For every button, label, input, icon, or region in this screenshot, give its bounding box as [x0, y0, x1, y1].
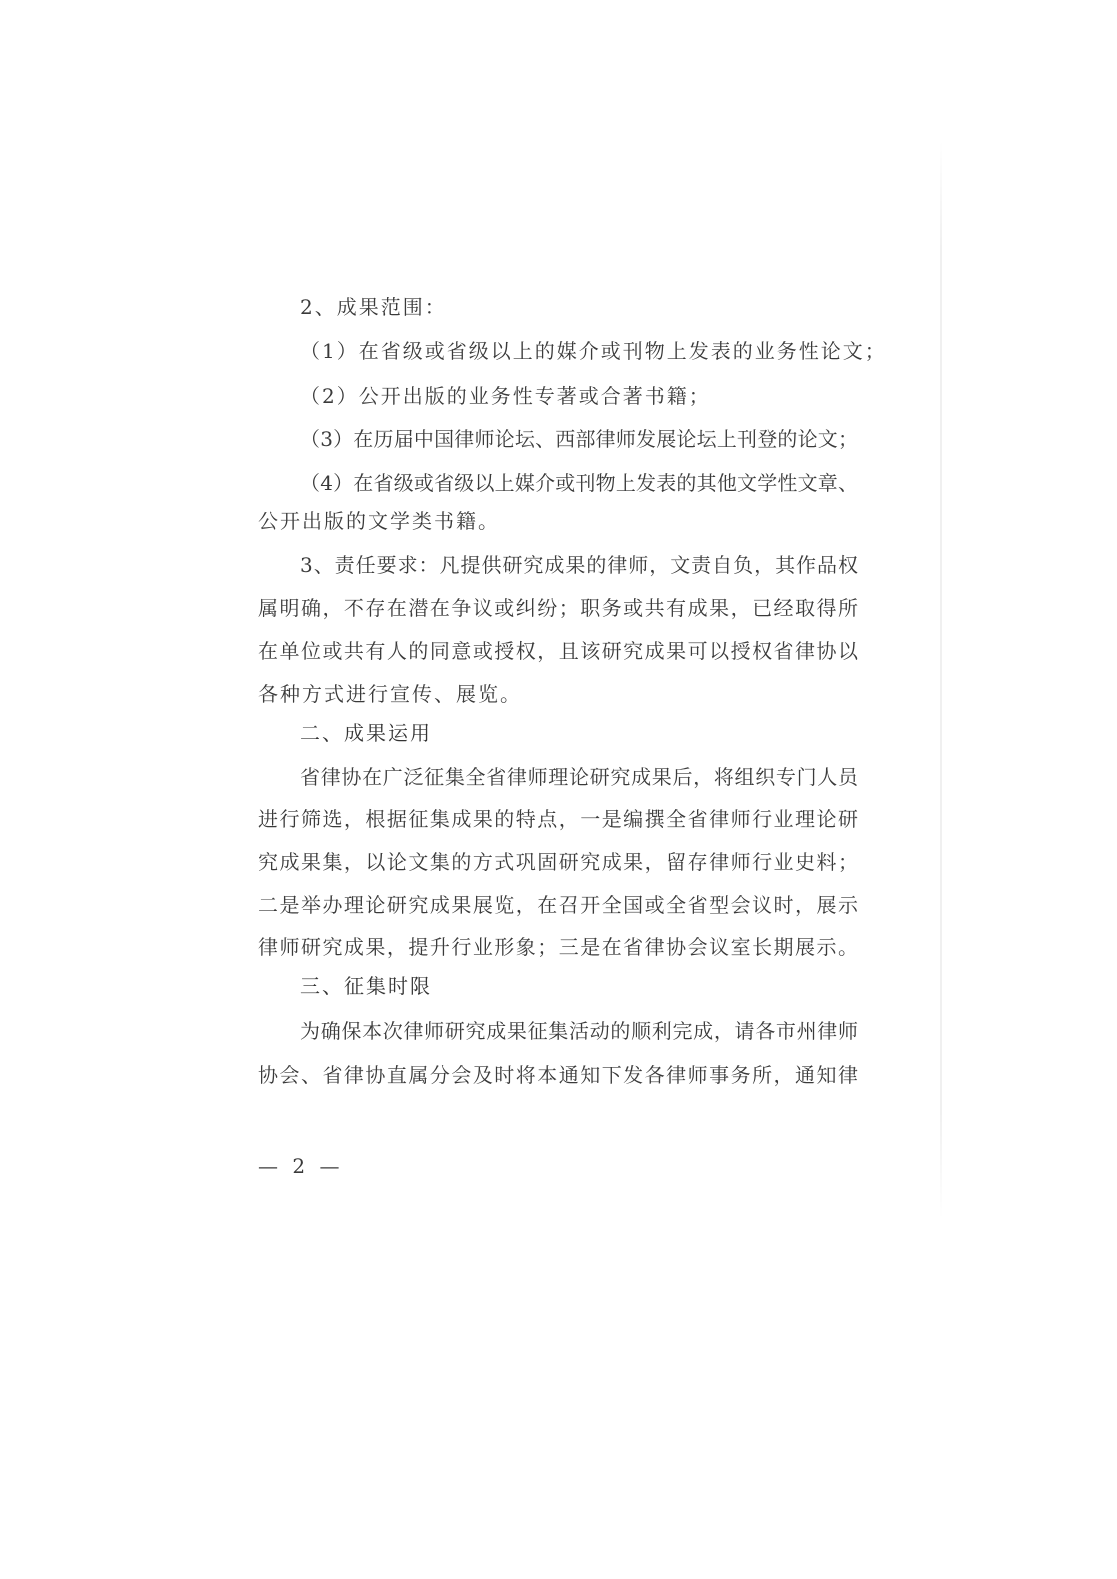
section-heading-collection-deadline: 三、征集时限 — [300, 974, 432, 998]
scope-item-3: （3）在历届中国律师论坛、西部律师发展论坛上刊登的论文； — [300, 427, 858, 451]
scope-item-1: （1）在省级或省级以上的媒介或刊物上发表的业务性论文； — [300, 339, 887, 363]
responsibility-line-3: 在单位或共有人的同意或授权，且该研究成果可以授权省律协以 — [258, 639, 858, 663]
deadline-line-1: 为确保本次律师研究成果征集活动的顺利完成，请各市州律师 — [300, 1019, 858, 1043]
responsibility-line-2: 属明确，不存在潜在争议或纠纷；职务或共有成果，已经取得所 — [258, 596, 858, 620]
deadline-line-2: 协会、省律协直属分会及时将本通知下发各律师事务所，通知律 — [258, 1063, 858, 1087]
page-number: — 2 — — [258, 1154, 344, 1178]
usage-line-2: 进行筛选，根据征集成果的特点，一是编撰全省律师行业理论研 — [258, 807, 858, 831]
section-heading-results-usage: 二、成果运用 — [300, 721, 432, 745]
usage-line-3: 究成果集，以论文集的方式巩固研究成果，留存律师行业史料； — [258, 850, 858, 874]
scope-item-4-line-1: （4）在省级或省级以上媒介或刊物上发表的其他文学性文章、 — [300, 471, 858, 495]
item-2-results-scope: 2、成果范围： — [300, 295, 447, 319]
usage-line-5: 律师研究成果，提升行业形象；三是在省律协会议室长期展示。 — [258, 935, 858, 959]
usage-line-4: 二是举办理论研究成果展览，在召开全国或全省型会议时，展示 — [258, 893, 858, 917]
responsibility-line-1: 3、责任要求：凡提供研究成果的律师，文责自负，其作品权 — [300, 553, 858, 577]
usage-line-1: 省律协在广泛征集全省律师理论研究成果后，将组织专门人员 — [300, 765, 858, 789]
scope-item-2: （2）公开出版的业务性专著或合著书籍； — [300, 384, 711, 408]
responsibility-line-4: 各种方式进行宣传、展览。 — [258, 682, 522, 706]
scope-item-4-line-2: 公开出版的文学类书籍。 — [258, 509, 500, 533]
page-edge-shadow — [940, 140, 942, 1220]
